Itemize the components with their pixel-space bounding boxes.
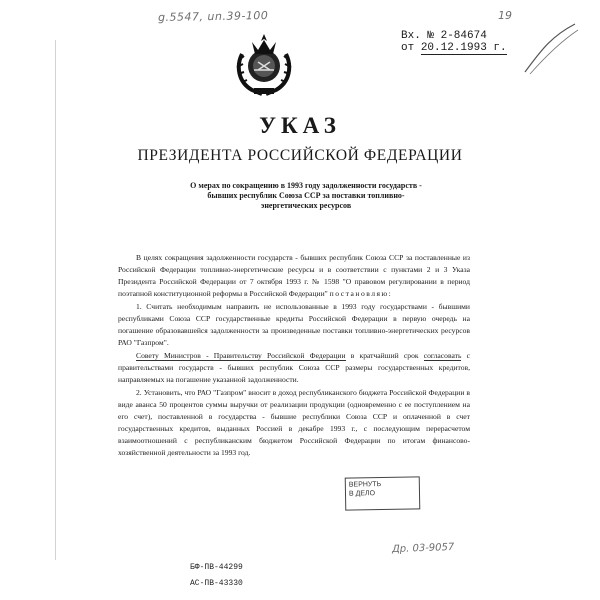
registration-codes — [190, 560, 243, 592]
handwritten-bottom-note: Др. 03-9057 — [391, 541, 455, 556]
incoming-date: 20.12.1993 г. — [420, 42, 507, 54]
return-stamp-line2: В ДЕЛО — [348, 490, 376, 498]
decree-word: постановляю: — [329, 289, 393, 298]
registration-code-2: АС-ПВ-43330 — [190, 579, 243, 588]
registration-code-1: БФ-ПВ-44299 — [190, 563, 243, 572]
incoming-date-line — [401, 42, 507, 54]
intro-paragraph — [118, 252, 470, 300]
return-stamp — [345, 476, 421, 510]
government-underlined: Совету Министров - Правительству Российской Федерации — [136, 351, 346, 360]
decree-title: УКАЗ — [259, 113, 341, 138]
incoming-date-prefix: от — [401, 42, 421, 54]
handwritten-page-number: 19 — [498, 9, 512, 22]
decree-body — [118, 252, 470, 460]
decree-subject: О мерах по сокращению в 1993 году задолженности государств - бывших республик Союза ССР за поставки топливно-энергетических ресурсов — [190, 181, 422, 210]
paragraph-1: 1. Считать необходимым направить не использованные в 1993 году государствами - бывшими республиками Союза ССР государственные кредиты Российской Федерации в первую очередь на погашение образовавшейся задолженности за произведенные поставки топливно-энергетических ресурсов РАО "Газпром". — [118, 302, 470, 347]
return-stamp-line1: ВЕРНУТЬ — [348, 481, 382, 489]
incoming-registration-stamp — [401, 30, 507, 54]
handwritten-top-note: g.5547, un.39-100 — [157, 9, 269, 24]
paragraph-1b — [118, 350, 470, 386]
incoming-number: Вх. № 2-84674 — [401, 30, 487, 42]
paragraph-2: 2. Установить, что РАО "Газпром" вносит в доход республиканского бюджета Российской Федерации в виде аванса 50 процентов суммы выручки от реализации продукции (одновременно с ее поступлением на его счет), поставленной в государства - бывшие республики Союза ССР и оплаченной в счет государственных кредитов, выданных Россией в декабре 1993 г., с последующим перерасчетом взаимоотношений с республиканским бюджетом Российской Федерации по итогам финансово-хозяйственной деятельности за 1993 год. — [118, 388, 470, 457]
rsfsr-emblem-icon — [232, 32, 296, 98]
intro-text: В целях сокращения задолженности государств - бывших республик Союза ССР за поставленные из Российской Федерации топливно-энергетические ресурсы и в соответствии с пунктами 2 и 3 Указа Президента Российской Федерации от 7 октября 1993 г. № 1598 "О правовом регулировании в период поэтапной конституционной реформы в Российской Федерации" — [118, 253, 470, 298]
pen-scribble-mark — [520, 22, 580, 77]
paragraph-1b-text-b: с правительствами государств - бывших республик Союза ССР размеры государственных кредитов, направляемых на погашение указанной задолженности. — [118, 351, 470, 384]
decree-subtitle: ПРЕЗИДЕНТА РОССИЙСКОЙ ФЕДЕРАЦИИ — [137, 147, 463, 164]
agree-underlined: согласовать — [423, 351, 462, 360]
paragraph-1b-text-a: в кратчайший срок — [345, 351, 424, 360]
